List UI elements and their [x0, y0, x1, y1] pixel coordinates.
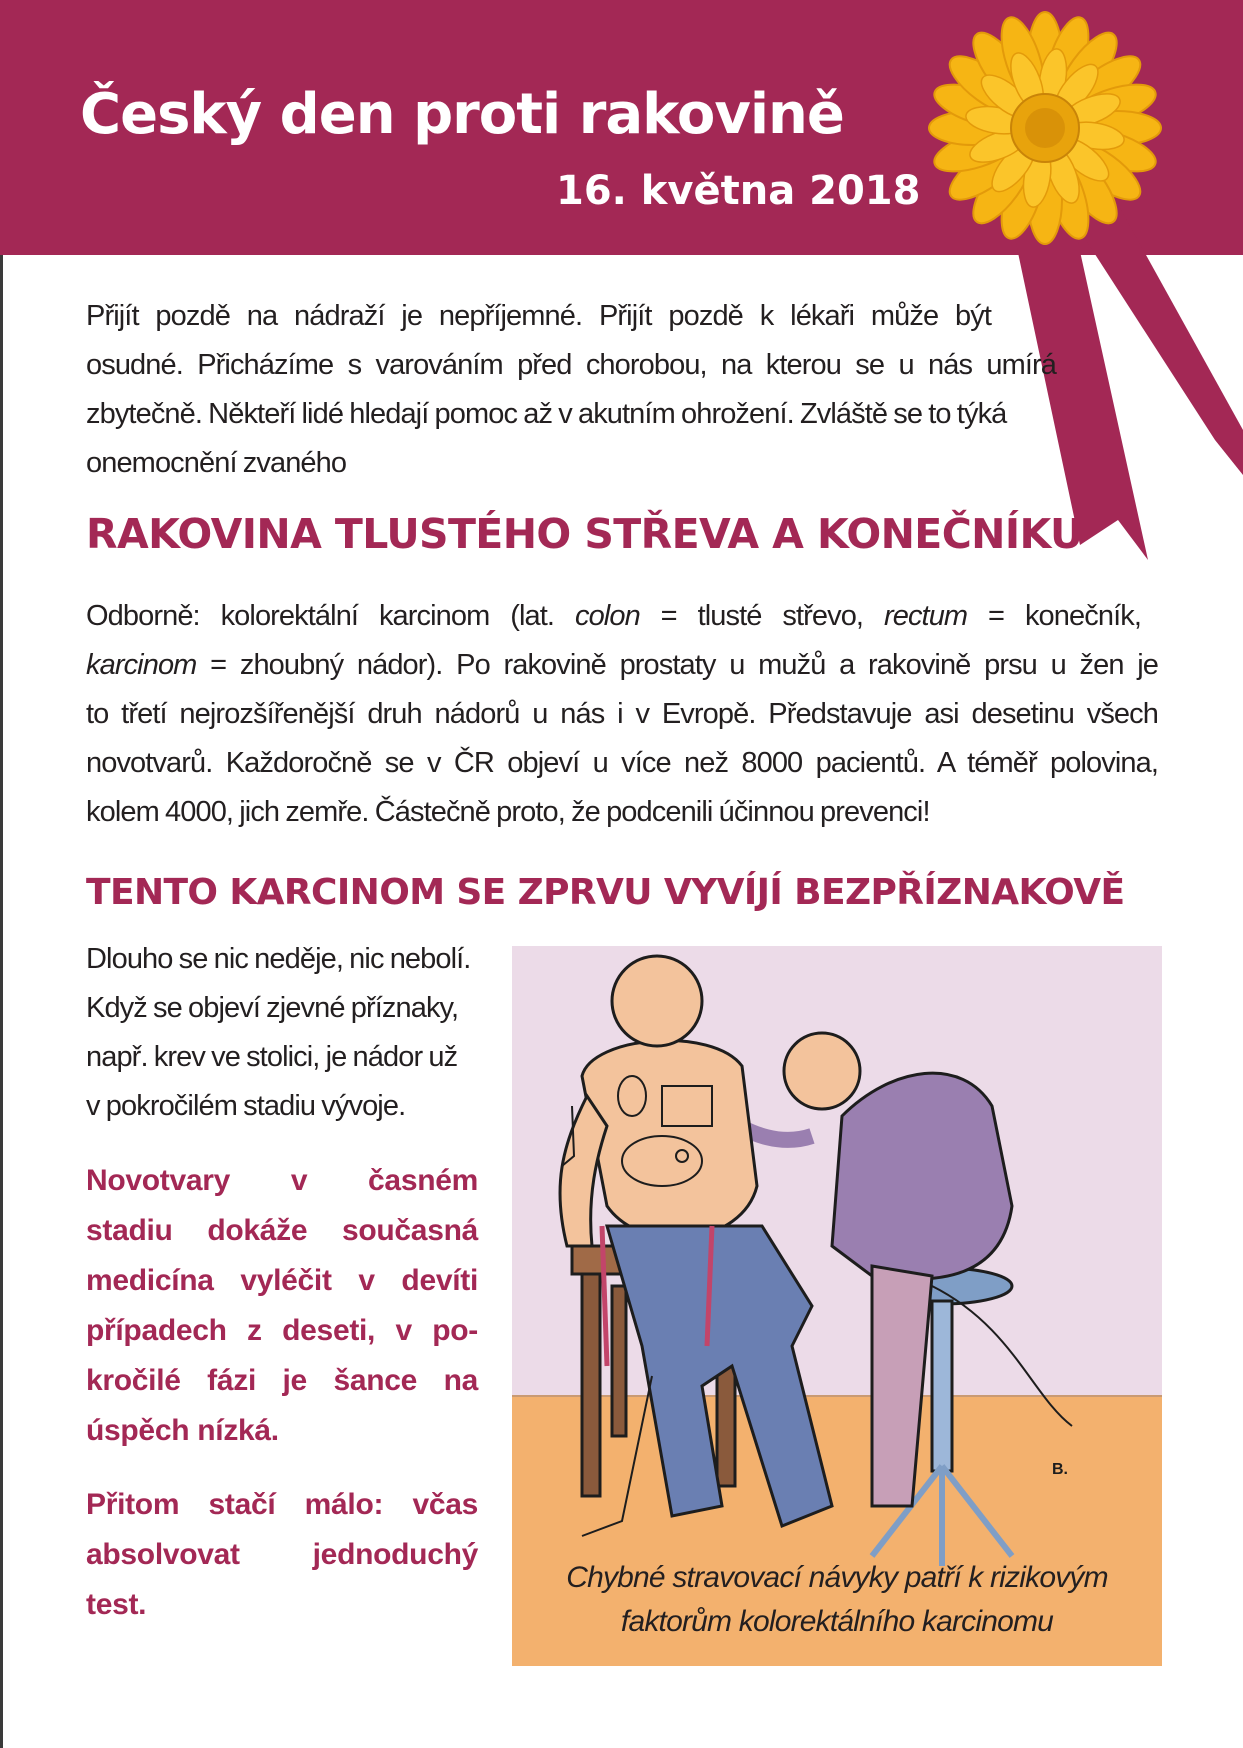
- section-heading-colorectal-cancer: RAKOVINA TLUSTÉHO STŘEVA A KONEČNÍKU: [86, 510, 1083, 558]
- symptoms-line: Dlouho se nic neděje, nic nebolí.: [86, 943, 471, 975]
- callout-line: úspěch nízká.: [86, 1414, 279, 1447]
- callout-line: Novotvary v časném: [86, 1164, 478, 1197]
- symptoms-line: Když se objeví zjevné příznaky,: [86, 992, 459, 1024]
- intro-line: osudné. Přicházíme s varováním před chorobou, na kterou se u nás umírá: [86, 349, 1056, 381]
- intro-line: zbytečně. Někteří lidé hledají pomoc až v akutním ohrožení. Zvláště se to týká: [86, 398, 1007, 430]
- caption-line: faktorům kolorektálního karcinomu: [620, 1605, 1054, 1638]
- definition-line: Odborně: kolorektální karcinom (lat. colon = tlusté střevo, rectum = konečník,: [86, 600, 1141, 632]
- definition-line: novotvarů. Každoročně se v ČR objeví u více než 8000 pacientů. A téměř polovina,: [86, 747, 1158, 779]
- illustration-caption: [512, 1556, 1162, 1644]
- definition-paragraph: [86, 592, 1158, 837]
- callout-line: případech z deseti, v po-: [86, 1314, 478, 1347]
- callout-line: medicína vyléčit v devíti: [86, 1264, 478, 1297]
- callout-line: Přitom stačí málo: včas: [86, 1488, 478, 1521]
- callout-line: stadiu dokáže současná: [86, 1214, 478, 1247]
- artist-signature: B.: [1052, 1461, 1068, 1478]
- definition-line: kolem 4000, jich zemře. Částečně proto, že podcenili účinnou prevenci!: [86, 796, 930, 828]
- caption-line: Chybné stravovací návyky patří k rizikovým: [566, 1561, 1108, 1594]
- cure-rate-callout: [86, 1156, 478, 1456]
- callout-line: absolvovat jednoduchý: [86, 1538, 478, 1571]
- simple-test-callout: [86, 1480, 478, 1630]
- event-date: 16. května 2018: [556, 168, 921, 214]
- intro-paragraph: [86, 292, 1086, 488]
- page-title: Český den proti rakovině: [80, 82, 844, 147]
- symptoms-line: např. krev ve stolici, je nádor už: [86, 1041, 458, 1073]
- callout-line: test.: [86, 1588, 147, 1621]
- section-heading-asymptomatic: TENTO KARCINOM SE ZPRVU VYVÍJÍ BEZPŘÍZNAKOVĚ: [86, 872, 1125, 913]
- intro-line: Přijít pozdě na nádraží je nepříjemné. Přijít pozdě k lékaři může být: [86, 300, 991, 332]
- symptoms-line: v pokročilém stadiu vývoje.: [86, 1090, 406, 1122]
- definition-line: karcinom = zhoubný nádor). Po rakovině prostaty u mužů a rakovině prsu u žen je: [86, 649, 1158, 681]
- symptoms-paragraph: [86, 935, 486, 1131]
- flower-petals: [929, 12, 1161, 244]
- definition-line: to třetí nejrozšířenější druh nádorů u nás i v Evropě. Představuje asi desetinu všech: [86, 698, 1158, 730]
- callout-line: kročilé fázi je šance na: [86, 1364, 478, 1397]
- intro-line: onemocnění zvaného: [86, 447, 347, 479]
